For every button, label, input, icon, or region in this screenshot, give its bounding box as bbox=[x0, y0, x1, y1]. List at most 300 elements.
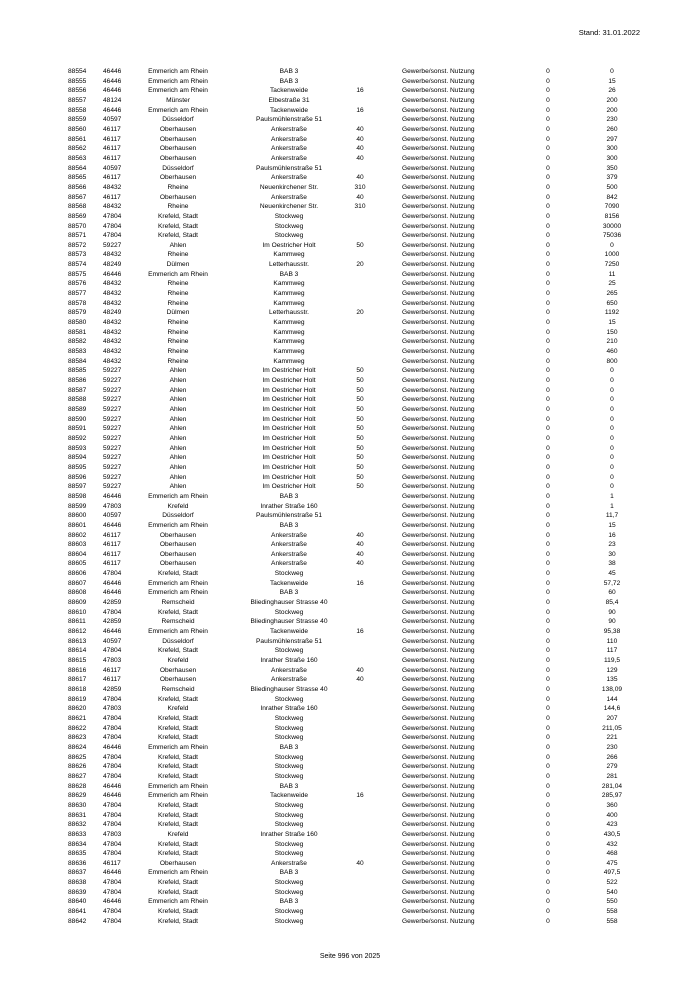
usage-type-cell: Gewerbe/sonst. Nutzung bbox=[402, 434, 475, 442]
table-row: 88580 48432 Rheine Kammweg Gewerbe/sonst. Nutzung 0 15 bbox=[68, 319, 616, 327]
table-row: 88638 47804 Krefeld, Stadt Stockweg Gewerbe/sonst. Nutzung 0 522 bbox=[68, 879, 618, 887]
row-id-cell: 88579 bbox=[68, 309, 87, 317]
postal-code-cell: 46446 bbox=[103, 628, 122, 636]
table-row: 88565 46117 Oberhausen Ankerstraße 40 Gewerbe/sonst. Nutzung 0 379 bbox=[68, 174, 618, 182]
postal-code-cell: 59227 bbox=[103, 483, 122, 491]
row-id-cell: 88590 bbox=[68, 415, 87, 423]
usage-type-cell: Gewerbe/sonst. Nutzung bbox=[402, 811, 475, 819]
postal-code-cell: 47804 bbox=[103, 608, 122, 616]
postal-code-cell: 47803 bbox=[103, 502, 122, 510]
postal-code-cell: 47804 bbox=[103, 763, 122, 771]
usage-type-cell: Gewerbe/sonst. Nutzung bbox=[402, 232, 475, 240]
table-row: 88626 47804 Krefeld, Stadt Stockweg Gewerbe/sonst. Nutzung 0 279 bbox=[68, 763, 618, 771]
row-id-cell: 88555 bbox=[68, 77, 87, 85]
postal-code-cell: 47804 bbox=[103, 724, 122, 732]
row-id-cell: 88585 bbox=[68, 367, 87, 375]
postal-code-cell: 42859 bbox=[103, 618, 122, 626]
row-id-cell: 88627 bbox=[68, 772, 87, 780]
row-id-cell: 88614 bbox=[68, 647, 87, 655]
postal-code-cell: 46446 bbox=[103, 869, 122, 877]
usage-type-cell: Gewerbe/sonst. Nutzung bbox=[402, 367, 475, 375]
row-id-cell: 88559 bbox=[68, 116, 87, 124]
row-id-cell: 88601 bbox=[68, 521, 87, 529]
row-id-cell: 88571 bbox=[68, 232, 87, 240]
usage-type-cell: Gewerbe/sonst. Nutzung bbox=[402, 473, 475, 481]
table-row: 88571 47804 Krefeld, Stadt Stockweg Gewerbe/sonst. Nutzung 0 75036 bbox=[68, 232, 622, 240]
usage-type-cell: Gewerbe/sonst. Nutzung bbox=[402, 686, 475, 693]
postal-code-cell: 47804 bbox=[103, 917, 122, 925]
row-id-cell: 88582 bbox=[68, 338, 87, 346]
table-row: 88628 46446 Emmerich am Rhein BAB 3 Gewerbe/sonst. Nutzung 0 281,04 bbox=[68, 782, 623, 790]
postal-code-cell: 59227 bbox=[103, 434, 122, 442]
usage-type-cell: Gewerbe/sonst. Nutzung bbox=[402, 357, 475, 365]
usage-type-cell: Gewerbe/sonst. Nutzung bbox=[402, 502, 475, 510]
table-row: 88630 47804 Krefeld, Stadt Stockweg Gewerbe/sonst. Nutzung 0 360 bbox=[68, 801, 618, 809]
table-row: 88563 46117 Oberhausen Ankerstraße 40 Gewerbe/sonst. Nutzung 0 300 bbox=[68, 154, 618, 162]
row-id-cell: 88635 bbox=[68, 850, 87, 858]
postal-code-cell: 47804 bbox=[103, 212, 122, 220]
postal-code-cell: 46446 bbox=[103, 792, 122, 800]
postal-code-cell: 46117 bbox=[103, 541, 121, 549]
postal-code-cell: 46117 bbox=[103, 145, 121, 153]
postal-code-cell: 46446 bbox=[103, 898, 122, 906]
table-row: 88589 59227 Ahlen Im Oestricher Holt 50 Gewerbe/sonst. Nutzung 0 0 bbox=[68, 405, 614, 413]
table-row: 88618 42859 Remscheid Bliedinghauser Strasse 40 Gewerbe/sonst. Nutzung 0 138,09 bbox=[68, 686, 623, 693]
postal-code-cell: 48432 bbox=[103, 203, 122, 211]
usage-type-cell: Gewerbe/sonst. Nutzung bbox=[402, 879, 475, 887]
row-id-cell: 88625 bbox=[68, 753, 87, 761]
usage-type-cell: Gewerbe/sonst. Nutzung bbox=[402, 463, 475, 471]
table-row: 88623 47804 Krefeld, Stadt Stockweg Gewerbe/sonst. Nutzung 0 221 bbox=[68, 734, 618, 742]
table-row: 88600 40597 Düsseldorf Paulsmühlenstraße 51 Gewerbe/sonst. Nutzung 0 11,7 bbox=[68, 512, 619, 520]
postal-code-cell: 48124 bbox=[103, 96, 122, 104]
row-id-cell: 88596 bbox=[68, 473, 87, 481]
usage-type-cell: Gewerbe/sonst. Nutzung bbox=[402, 908, 475, 916]
row-id-cell: 88639 bbox=[68, 888, 87, 896]
row-id-cell: 88634 bbox=[68, 840, 87, 848]
row-id-cell: 88622 bbox=[68, 724, 87, 732]
postal-code-cell: 47803 bbox=[103, 705, 122, 713]
usage-type-cell: Gewerbe/sonst. Nutzung bbox=[402, 850, 475, 858]
postal-code-cell: 47804 bbox=[103, 232, 122, 240]
row-id-cell: 88638 bbox=[68, 879, 87, 887]
row-id-cell: 88620 bbox=[68, 705, 87, 713]
postal-code-cell: 59227 bbox=[103, 241, 122, 249]
usage-type-cell: Gewerbe/sonst. Nutzung bbox=[402, 164, 475, 172]
usage-type-cell: Gewerbe/sonst. Nutzung bbox=[402, 521, 475, 529]
table-row: 88627 47804 Krefeld, Stadt Stockweg Gewerbe/sonst. Nutzung 0 281 bbox=[68, 772, 618, 780]
table-row: 88599 47803 Krefeld Inrather Straße 160 Gewerbe/sonst. Nutzung 0 1 bbox=[68, 502, 614, 510]
table-row: 88624 46446 Emmerich am Rhein BAB 3 Gewerbe/sonst. Nutzung 0 230 bbox=[68, 743, 618, 751]
postal-code-cell: 46446 bbox=[103, 589, 122, 597]
postal-code-cell: 48432 bbox=[103, 299, 122, 307]
row-id-cell: 88576 bbox=[68, 280, 87, 288]
row-id-cell: 88593 bbox=[68, 444, 87, 452]
postal-code-cell: 47804 bbox=[103, 850, 122, 858]
row-id-cell: 88567 bbox=[68, 193, 87, 201]
table-row: 88572 59227 Ahlen Im Oestricher Holt 50 Gewerbe/sonst. Nutzung 0 0 bbox=[68, 241, 614, 249]
table-row: 88566 48432 Rheine Neuenkirchener Str. 310 Gewerbe/sonst. Nutzung 0 500 bbox=[68, 183, 618, 191]
postal-code-cell: 47804 bbox=[103, 821, 122, 829]
row-id-cell: 88633 bbox=[68, 830, 87, 838]
usage-type-cell: Gewerbe/sonst. Nutzung bbox=[402, 512, 475, 520]
table-row: 88579 48249 Dülmen Letterhausstr. 20 Gewerbe/sonst. Nutzung 0 1192 bbox=[68, 309, 620, 317]
row-id-cell: 88572 bbox=[68, 241, 87, 249]
postal-code-cell: 48432 bbox=[103, 338, 122, 346]
postal-code-cell: 40597 bbox=[103, 116, 122, 124]
postal-code-cell: 46117 bbox=[103, 135, 121, 143]
row-id-cell: 88574 bbox=[68, 261, 87, 269]
row-id-cell: 88605 bbox=[68, 560, 87, 568]
usage-type-cell: Gewerbe/sonst. Nutzung bbox=[402, 492, 475, 500]
table-row: 88588 59227 Ahlen Im Oestricher Holt 50 Gewerbe/sonst. Nutzung 0 0 bbox=[68, 396, 614, 404]
row-id-cell: 88564 bbox=[68, 164, 87, 172]
usage-type-cell: Gewerbe/sonst. Nutzung bbox=[402, 309, 475, 317]
postal-code-cell: 59227 bbox=[103, 415, 122, 423]
usage-type-cell: Gewerbe/sonst. Nutzung bbox=[402, 695, 475, 703]
postal-code-cell: 48432 bbox=[103, 357, 122, 365]
usage-type-cell: Gewerbe/sonst. Nutzung bbox=[402, 377, 475, 384]
usage-type-cell: Gewerbe/sonst. Nutzung bbox=[402, 917, 475, 925]
usage-type-cell: Gewerbe/sonst. Nutzung bbox=[402, 106, 475, 114]
row-id-cell: 88577 bbox=[68, 290, 87, 298]
usage-type-cell: Gewerbe/sonst. Nutzung bbox=[402, 280, 475, 288]
table-row: 88578 48432 Rheine Kammweg Gewerbe/sonst. Nutzung 0 650 bbox=[68, 299, 618, 307]
postal-code-cell: 46117 bbox=[103, 550, 121, 558]
table-row: 88577 48432 Rheine Kammweg Gewerbe/sonst. Nutzung 0 265 bbox=[68, 290, 618, 298]
postal-code-cell: 59227 bbox=[103, 473, 122, 481]
postal-code-cell: 40597 bbox=[103, 512, 122, 520]
usage-type-cell: Gewerbe/sonst. Nutzung bbox=[402, 637, 475, 645]
row-id-cell: 88626 bbox=[68, 763, 87, 771]
row-id-cell: 88554 bbox=[68, 68, 87, 75]
table-row: 88587 59227 Ahlen Im Oestricher Holt 50 Gewerbe/sonst. Nutzung 0 0 bbox=[68, 386, 614, 394]
postal-code-cell: 47804 bbox=[103, 695, 122, 703]
table-row: 88568 48432 Rheine Neuenkirchener Str. 310 Gewerbe/sonst. Nutzung 0 7090 bbox=[68, 203, 620, 211]
postal-code-cell: 48249 bbox=[103, 261, 122, 269]
usage-type-cell: Gewerbe/sonst. Nutzung bbox=[402, 541, 475, 549]
usage-type-cell: Gewerbe/sonst. Nutzung bbox=[402, 415, 475, 423]
table-row: 88622 47804 Krefeld, Stadt Stockweg Gewerbe/sonst. Nutzung 0 211,05 bbox=[68, 724, 622, 732]
table-row: 88635 47804 Krefeld, Stadt Stockweg Gewerbe/sonst. Nutzung 0 468 bbox=[68, 850, 618, 858]
table-row: 88593 59227 Ahlen Im Oestricher Holt 50 Gewerbe/sonst. Nutzung 0 0 bbox=[68, 444, 614, 452]
table-row: 88619 47804 Krefeld, Stadt Stockweg Gewerbe/sonst. Nutzung 0 144 bbox=[68, 695, 618, 703]
row-id-cell: 88591 bbox=[68, 425, 87, 433]
usage-type-cell: Gewerbe/sonst. Nutzung bbox=[402, 676, 475, 684]
usage-type-cell: Gewerbe/sonst. Nutzung bbox=[402, 222, 475, 230]
row-id-cell: 88610 bbox=[68, 608, 87, 616]
row-id-cell: 88632 bbox=[68, 821, 87, 829]
usage-type-cell: Gewerbe/sonst. Nutzung bbox=[402, 724, 475, 732]
postal-code-cell: 46117 bbox=[103, 859, 121, 867]
postal-code-cell: 47804 bbox=[103, 222, 122, 230]
postal-code-cell: 46117 bbox=[103, 560, 121, 568]
usage-type-cell: Gewerbe/sonst. Nutzung bbox=[402, 888, 475, 896]
usage-type-cell: Gewerbe/sonst. Nutzung bbox=[402, 618, 475, 626]
row-id-cell: 88616 bbox=[68, 666, 87, 674]
postal-code-cell: 42859 bbox=[103, 686, 122, 693]
row-id-cell: 88631 bbox=[68, 811, 87, 819]
table-row: 88583 48432 Rheine Kammweg Gewerbe/sonst. Nutzung 0 460 bbox=[68, 348, 618, 356]
postal-code-cell: 46446 bbox=[103, 68, 122, 75]
table-row: 88611 42859 Remscheid Bliedinghauser Strasse 40 Gewerbe/sonst. Nutzung 0 90 bbox=[68, 618, 616, 626]
usage-type-cell: Gewerbe/sonst. Nutzung bbox=[402, 270, 475, 278]
postal-code-cell: 47803 bbox=[103, 657, 122, 665]
postal-code-cell: 59227 bbox=[103, 454, 122, 462]
usage-type-cell: Gewerbe/sonst. Nutzung bbox=[402, 898, 475, 906]
table-row: 88557 48124 Münster Elbestraße 31 Gewerbe/sonst. Nutzung 0 200 bbox=[68, 96, 618, 104]
row-id-cell: 88617 bbox=[68, 676, 87, 684]
row-id-cell: 88583 bbox=[68, 348, 87, 356]
usage-type-cell: Gewerbe/sonst. Nutzung bbox=[402, 454, 475, 462]
usage-type-cell: Gewerbe/sonst. Nutzung bbox=[402, 483, 475, 491]
row-id-cell: 88568 bbox=[68, 203, 87, 211]
usage-type-cell: Gewerbe/sonst. Nutzung bbox=[402, 193, 475, 201]
row-id-cell: 88636 bbox=[68, 859, 87, 867]
postal-code-cell: 46446 bbox=[103, 87, 122, 95]
postal-code-cell: 47804 bbox=[103, 570, 122, 578]
table-row: 88576 48432 Rheine Kammweg Gewerbe/sonst. Nutzung 0 25 bbox=[68, 280, 616, 288]
row-id-cell: 88618 bbox=[68, 686, 87, 693]
table-row: 88575 46446 Emmerich am Rhein BAB 3 Gewerbe/sonst. Nutzung 0 11 bbox=[68, 270, 616, 278]
table-row: 88615 47803 Krefeld Inrather Straße 160 Gewerbe/sonst. Nutzung 0 119,5 bbox=[68, 657, 621, 665]
postal-code-cell: 59227 bbox=[103, 444, 122, 452]
postal-code-cell: 47803 bbox=[103, 830, 122, 838]
postal-code-cell: 47804 bbox=[103, 811, 122, 819]
row-id-cell: 88612 bbox=[68, 628, 87, 636]
table-row: 88616 46117 Oberhausen Ankerstraße 40 Gewerbe/sonst. Nutzung 0 129 bbox=[68, 666, 618, 674]
data-table bbox=[66, 67, 626, 926]
usage-type-cell: Gewerbe/sonst. Nutzung bbox=[402, 183, 475, 191]
postal-code-cell: 46117 bbox=[103, 174, 121, 182]
table-row: 88608 46446 Emmerich am Rhein BAB 3 Gewerbe/sonst. Nutzung 0 60 bbox=[68, 589, 616, 597]
usage-type-cell: Gewerbe/sonst. Nutzung bbox=[402, 792, 475, 800]
table-row: 88558 46446 Emmerich am Rhein Tackenweide 16 Gewerbe/sonst. Nutzung 0 200 bbox=[68, 106, 618, 114]
row-id-cell: 88598 bbox=[68, 492, 87, 500]
table-row: 88641 47804 Krefeld, Stadt Stockweg Gewerbe/sonst. Nutzung 0 558 bbox=[68, 908, 618, 916]
postal-code-cell: 47804 bbox=[103, 714, 122, 722]
row-id-cell: 88595 bbox=[68, 463, 87, 471]
row-id-cell: 88565 bbox=[68, 174, 87, 182]
postal-code-cell: 59227 bbox=[103, 396, 122, 404]
usage-type-cell: Gewerbe/sonst. Nutzung bbox=[402, 560, 475, 568]
row-id-cell: 88640 bbox=[68, 898, 87, 906]
table-row: 88625 47804 Krefeld, Stadt Stockweg Gewerbe/sonst. Nutzung 0 266 bbox=[68, 753, 618, 761]
table-row: 88633 47803 Krefeld Inrather Straße 160 Gewerbe/sonst. Nutzung 0 430,5 bbox=[68, 830, 621, 838]
row-id-cell: 88611 bbox=[68, 618, 86, 626]
table-row: 88601 46446 Emmerich am Rhein BAB 3 Gewerbe/sonst. Nutzung 0 15 bbox=[68, 521, 616, 529]
row-id-cell: 88642 bbox=[68, 917, 87, 925]
postal-code-cell: 59227 bbox=[103, 377, 122, 384]
row-id-cell: 88573 bbox=[68, 251, 87, 259]
postal-code-cell: 46117 bbox=[103, 531, 121, 539]
row-id-cell: 88600 bbox=[68, 512, 87, 520]
row-id-cell: 88581 bbox=[68, 328, 87, 336]
table-row: 88561 46117 Oberhausen Ankerstraße 40 Gewerbe/sonst. Nutzung 0 297 bbox=[68, 135, 618, 143]
postal-code-cell: 47804 bbox=[103, 647, 122, 655]
postal-code-cell: 46446 bbox=[103, 106, 122, 114]
postal-code-cell: 47804 bbox=[103, 753, 122, 761]
usage-type-cell: Gewerbe/sonst. Nutzung bbox=[402, 753, 475, 761]
postal-code-cell: 48432 bbox=[103, 319, 122, 327]
table-row: 88637 46446 Emmerich am Rhein BAB 3 Gewerbe/sonst. Nutzung 0 497,5 bbox=[68, 869, 621, 877]
table-row: 88590 59227 Ahlen Im Oestricher Holt 50 Gewerbe/sonst. Nutzung 0 0 bbox=[68, 415, 614, 423]
usage-type-cell: Gewerbe/sonst. Nutzung bbox=[402, 145, 475, 153]
usage-type-cell: Gewerbe/sonst. Nutzung bbox=[402, 386, 475, 394]
table-row: 88582 48432 Rheine Kammweg Gewerbe/sonst. Nutzung 0 210 bbox=[68, 338, 618, 346]
postal-code-cell: 48432 bbox=[103, 251, 122, 259]
row-id-cell: 88587 bbox=[68, 386, 87, 394]
row-id-cell: 88599 bbox=[68, 502, 87, 510]
usage-type-cell: Gewerbe/sonst. Nutzung bbox=[402, 425, 475, 433]
table-row: 88596 59227 Ahlen Im Oestricher Holt 50 Gewerbe/sonst. Nutzung 0 0 bbox=[68, 473, 614, 481]
table-row: 88585 59227 Ahlen Im Oestricher Holt 50 Gewerbe/sonst. Nutzung 0 0 bbox=[68, 367, 614, 375]
table-row: 88620 47803 Krefeld Inrather Straße 160 Gewerbe/sonst. Nutzung 0 144,6 bbox=[68, 705, 621, 713]
table-row: 88556 46446 Emmerich am Rhein Tackenweide 16 Gewerbe/sonst. Nutzung 0 26 bbox=[68, 87, 616, 95]
row-id-cell: 88619 bbox=[68, 695, 87, 703]
usage-type-cell: Gewerbe/sonst. Nutzung bbox=[402, 328, 475, 336]
row-id-cell: 88621 bbox=[68, 714, 87, 722]
usage-type-cell: Gewerbe/sonst. Nutzung bbox=[402, 859, 475, 867]
postal-code-cell: 40597 bbox=[103, 637, 122, 645]
row-id-cell: 88623 bbox=[68, 734, 87, 742]
usage-type-cell: Gewerbe/sonst. Nutzung bbox=[402, 705, 475, 713]
table-row: 88594 59227 Ahlen Im Oestricher Holt 50 Gewerbe/sonst. Nutzung 0 0 bbox=[68, 454, 614, 462]
table-row: 88639 47804 Krefeld, Stadt Stockweg Gewerbe/sonst. Nutzung 0 540 bbox=[68, 888, 618, 896]
usage-type-cell: Gewerbe/sonst. Nutzung bbox=[402, 628, 475, 636]
table-row: 88640 46446 Emmerich am Rhein BAB 3 Gewerbe/sonst. Nutzung 0 550 bbox=[68, 898, 618, 906]
row-id-cell: 88561 bbox=[68, 135, 87, 143]
usage-type-cell: Gewerbe/sonst. Nutzung bbox=[402, 647, 475, 655]
postal-code-cell: 47804 bbox=[103, 772, 122, 780]
row-id-cell: 88624 bbox=[68, 743, 87, 751]
usage-type-cell: Gewerbe/sonst. Nutzung bbox=[402, 203, 475, 211]
row-id-cell: 88628 bbox=[68, 782, 87, 790]
row-id-cell: 88580 bbox=[68, 319, 87, 327]
usage-type-cell: Gewerbe/sonst. Nutzung bbox=[402, 830, 475, 838]
row-id-cell: 88569 bbox=[68, 212, 87, 220]
usage-type-cell: Gewerbe/sonst. Nutzung bbox=[402, 135, 475, 143]
row-id-cell: 88584 bbox=[68, 357, 87, 365]
usage-type-cell: Gewerbe/sonst. Nutzung bbox=[402, 125, 475, 133]
postal-code-cell: 46117 bbox=[103, 125, 121, 133]
row-id-cell: 88589 bbox=[68, 405, 87, 413]
table-row: 88567 46117 Oberhausen Ankerstraße 40 Gewerbe/sonst. Nutzung 0 842 bbox=[68, 193, 618, 201]
row-id-cell: 88563 bbox=[68, 154, 87, 162]
row-id-cell: 88597 bbox=[68, 483, 87, 491]
usage-type-cell: Gewerbe/sonst. Nutzung bbox=[402, 299, 475, 307]
usage-type-cell: Gewerbe/sonst. Nutzung bbox=[402, 405, 475, 413]
usage-type-cell: Gewerbe/sonst. Nutzung bbox=[402, 338, 475, 346]
postal-code-cell: 42859 bbox=[103, 599, 122, 607]
row-id-cell: 88570 bbox=[68, 222, 87, 230]
postal-code-cell: 46117 bbox=[103, 666, 121, 674]
row-id-cell: 88558 bbox=[68, 106, 87, 114]
usage-type-cell: Gewerbe/sonst. Nutzung bbox=[402, 348, 475, 356]
row-id-cell: 88594 bbox=[68, 454, 87, 462]
postal-code-cell: 46446 bbox=[103, 492, 122, 500]
usage-type-cell: Gewerbe/sonst. Nutzung bbox=[402, 444, 475, 452]
table-row: 88642 47804 Krefeld, Stadt Stockweg Gewerbe/sonst. Nutzung 0 558 bbox=[68, 917, 618, 925]
postal-code-cell: 46446 bbox=[103, 77, 122, 85]
table-row: 88562 46117 Oberhausen Ankerstraße 40 Gewerbe/sonst. Nutzung 0 300 bbox=[68, 145, 618, 153]
usage-type-cell: Gewerbe/sonst. Nutzung bbox=[402, 319, 475, 327]
usage-type-cell: Gewerbe/sonst. Nutzung bbox=[402, 579, 475, 587]
row-id-cell: 88575 bbox=[68, 270, 87, 278]
row-id-cell: 88603 bbox=[68, 541, 87, 549]
table-row: 88591 59227 Ahlen Im Oestricher Holt 50 Gewerbe/sonst. Nutzung 0 0 bbox=[68, 425, 614, 433]
row-id-cell: 88588 bbox=[68, 396, 87, 404]
row-id-cell: 88641 bbox=[68, 908, 87, 916]
usage-type-cell: Gewerbe/sonst. Nutzung bbox=[402, 801, 475, 809]
row-id-cell: 88609 bbox=[68, 599, 87, 607]
table-row: 88602 46117 Oberhausen Ankerstraße 40 Gewerbe/sonst. Nutzung 0 16 bbox=[68, 531, 616, 539]
table-row: 88592 59227 Ahlen Im Oestricher Holt 50 Gewerbe/sonst. Nutzung 0 0 bbox=[68, 434, 614, 442]
usage-type-cell: Gewerbe/sonst. Nutzung bbox=[402, 589, 475, 597]
table-row: 88610 47804 Krefeld, Stadt Stockweg Gewerbe/sonst. Nutzung 0 90 bbox=[68, 608, 616, 616]
table-row: 88613 40597 Düsseldorf Paulsmühlenstraße 51 Gewerbe/sonst. Nutzung 0 110 bbox=[68, 637, 618, 645]
usage-type-cell: Gewerbe/sonst. Nutzung bbox=[402, 599, 475, 607]
stand-date: Stand: 31.01.2022 bbox=[578, 28, 640, 37]
table-row: 88559 40597 Düsseldorf Paulsmühlenstraße 51 Gewerbe/sonst. Nutzung 0 230 bbox=[68, 116, 618, 124]
postal-code-cell: 47804 bbox=[103, 840, 122, 848]
postal-code-cell: 59227 bbox=[103, 425, 122, 433]
usage-type-cell: Gewerbe/sonst. Nutzung bbox=[402, 396, 475, 404]
table-row: 88636 46117 Oberhausen Ankerstraße 40 Gewerbe/sonst. Nutzung 0 475 bbox=[68, 859, 618, 867]
row-id-cell: 88557 bbox=[68, 96, 87, 104]
row-id-cell: 88615 bbox=[68, 657, 87, 665]
postal-code-cell: 48432 bbox=[103, 290, 122, 298]
postal-code-cell: 46446 bbox=[103, 743, 122, 751]
usage-type-cell: Gewerbe/sonst. Nutzung bbox=[402, 531, 475, 539]
table-row: 88621 47804 Krefeld, Stadt Stockweg Gewerbe/sonst. Nutzung 0 207 bbox=[68, 714, 618, 722]
row-id-cell: 88556 bbox=[68, 87, 87, 95]
usage-type-cell: Gewerbe/sonst. Nutzung bbox=[402, 657, 475, 665]
usage-type-cell: Gewerbe/sonst. Nutzung bbox=[402, 869, 475, 877]
usage-type-cell: Gewerbe/sonst. Nutzung bbox=[402, 96, 475, 104]
usage-type-cell: Gewerbe/sonst. Nutzung bbox=[402, 77, 475, 85]
table-row: 88595 59227 Ahlen Im Oestricher Holt 50 Gewerbe/sonst. Nutzung 0 0 bbox=[68, 463, 614, 471]
usage-type-cell: Gewerbe/sonst. Nutzung bbox=[402, 174, 475, 182]
table-row: 88609 42859 Remscheid Bliedinghauser Strasse 40 Gewerbe/sonst. Nutzung 0 85,4 bbox=[68, 599, 619, 607]
table-row: 88581 48432 Rheine Kammweg Gewerbe/sonst. Nutzung 0 150 bbox=[68, 328, 618, 336]
postal-code-cell: 47804 bbox=[103, 734, 122, 742]
postal-code-cell: 46117 bbox=[103, 154, 121, 162]
row-id-cell: 88566 bbox=[68, 183, 87, 191]
usage-type-cell: Gewerbe/sonst. Nutzung bbox=[402, 772, 475, 780]
table-row: 88597 59227 Ahlen Im Oestricher Holt 50 Gewerbe/sonst. Nutzung 0 0 bbox=[68, 483, 614, 491]
postal-code-cell: 48432 bbox=[103, 183, 122, 191]
usage-type-cell: Gewerbe/sonst. Nutzung bbox=[402, 154, 475, 162]
postal-code-cell: 47804 bbox=[103, 879, 122, 887]
usage-type-cell: Gewerbe/sonst. Nutzung bbox=[402, 68, 475, 75]
row-id-cell: 88613 bbox=[68, 637, 87, 645]
postal-code-cell: 46117 bbox=[103, 676, 121, 684]
usage-type-cell: Gewerbe/sonst. Nutzung bbox=[402, 241, 475, 249]
usage-type-cell: Gewerbe/sonst. Nutzung bbox=[402, 734, 475, 742]
postal-code-cell: 59227 bbox=[103, 463, 122, 471]
table-row: 88570 47804 Krefeld, Stadt Stockweg Gewerbe/sonst. Nutzung 0 30000 bbox=[68, 222, 622, 230]
usage-type-cell: Gewerbe/sonst. Nutzung bbox=[402, 666, 475, 674]
row-id-cell: 88560 bbox=[68, 125, 87, 133]
table-row: 88614 47804 Krefeld, Stadt Stockweg Gewerbe/sonst. Nutzung 0 117 bbox=[68, 647, 618, 655]
row-id-cell: 88629 bbox=[68, 792, 87, 800]
table-row: 88584 48432 Rheine Kammweg Gewerbe/sonst. Nutzung 0 800 bbox=[68, 357, 618, 365]
table-row: 88564 40597 Düsseldorf Paulsmühlenstraße 51 Gewerbe/sonst. Nutzung 0 350 bbox=[68, 164, 618, 172]
postal-code-cell: 46446 bbox=[103, 270, 122, 278]
postal-code-cell: 59227 bbox=[103, 405, 122, 413]
usage-type-cell: Gewerbe/sonst. Nutzung bbox=[402, 212, 475, 220]
